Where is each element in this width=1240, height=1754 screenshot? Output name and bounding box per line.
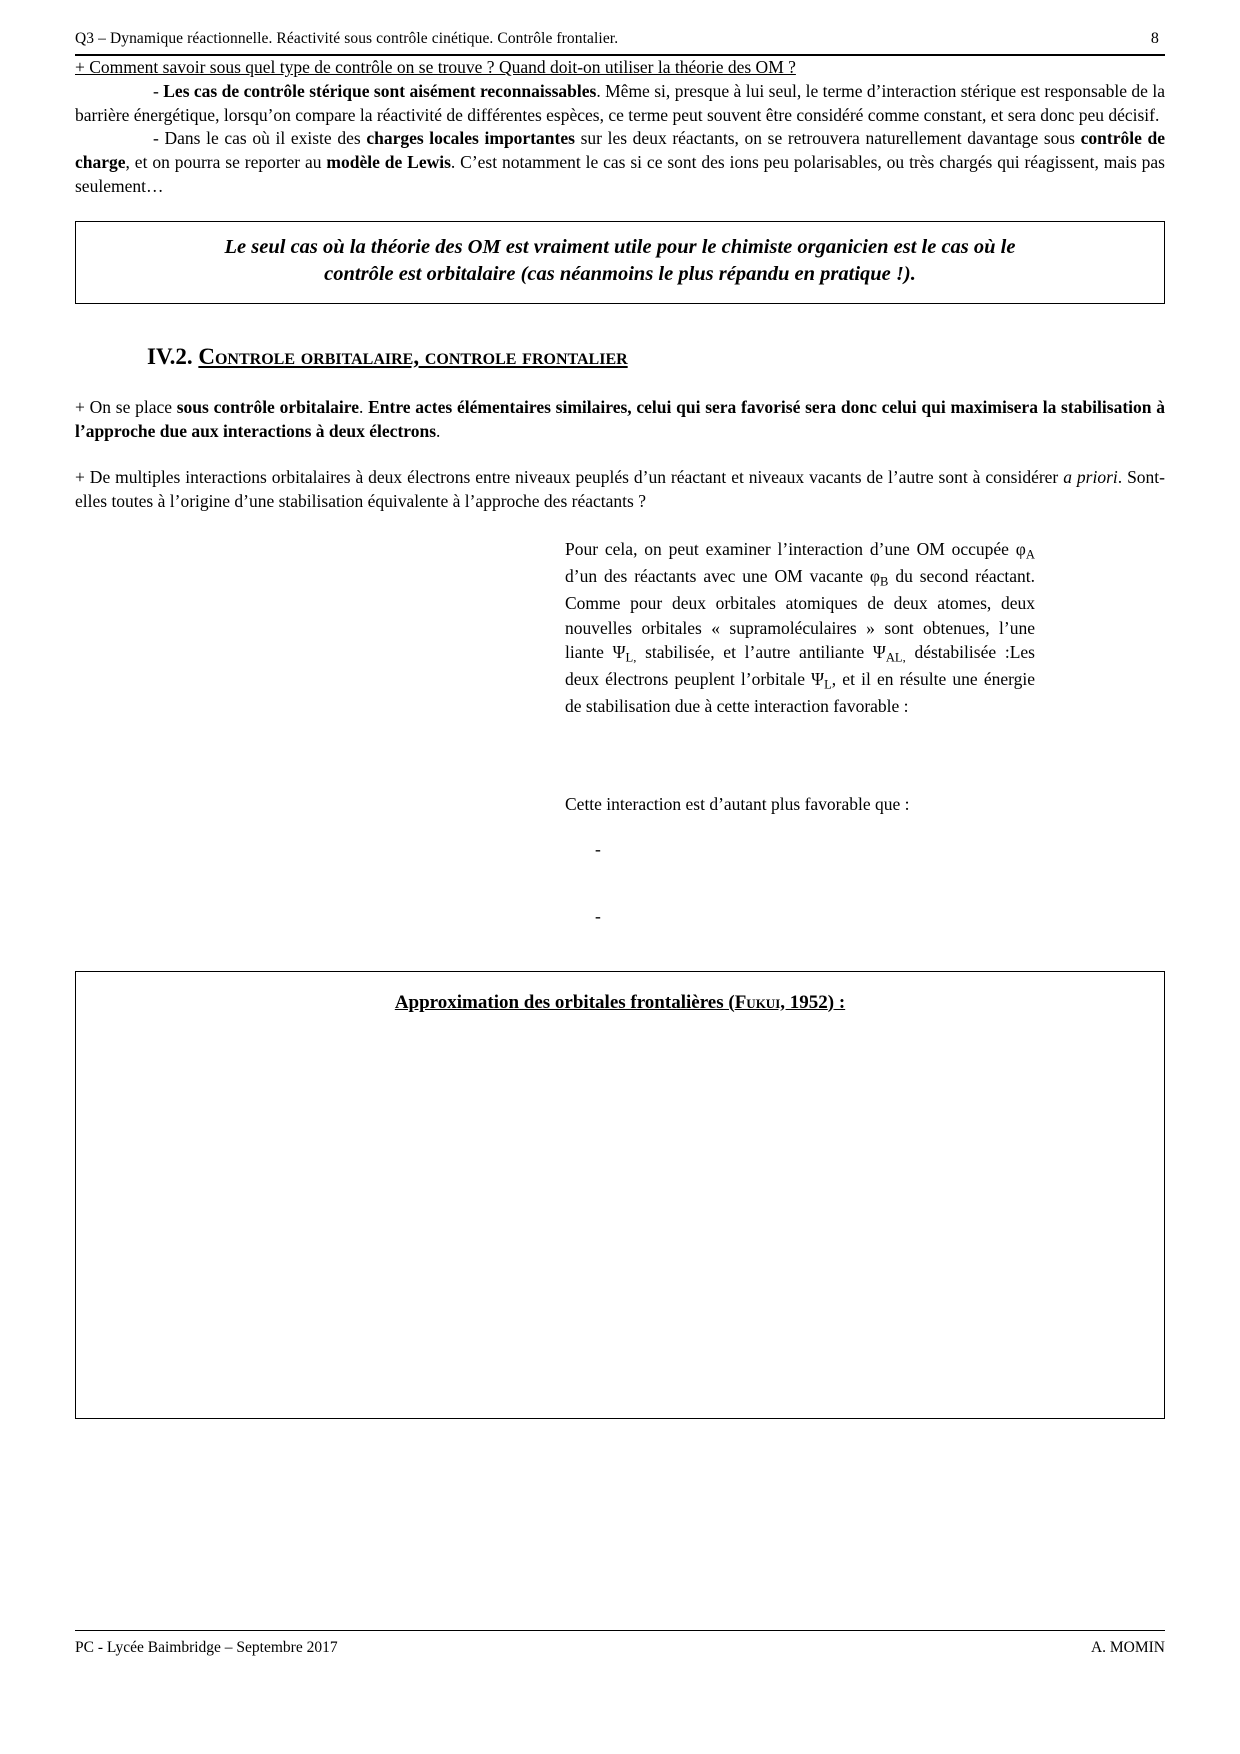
right-p1-subL2: L — [824, 677, 832, 692]
paragraph-orbital-bold-1: sous contrôle orbitalaire — [176, 397, 359, 418]
right-p1-subAL: AL, — [885, 650, 906, 665]
section-number: IV.2. — [147, 344, 193, 370]
right-p1-e: déstabilisée :Les deux électrons peuplent l’orbitale Ψ — [565, 642, 1035, 689]
page-footer — [75, 1630, 1165, 1657]
paragraph-orbital-control — [75, 396, 1165, 444]
page-header — [75, 30, 1165, 48]
right-p1-c: du second réactant. Comme pour deux orbitales atomiques de deux atomes, deux nouvelles orbitales « supramoléculaires » sont obtenues, l’une liante Ψ — [565, 566, 1035, 663]
right-p1-subB: B — [880, 574, 889, 589]
dash-marker-2: - — [153, 128, 159, 149]
figure-caption-end: ) — [827, 991, 835, 1013]
right-p1-subA: A — [1025, 547, 1035, 562]
page-content — [75, 30, 1165, 1419]
footer-row — [75, 1639, 1165, 1657]
footer-left: PC - Lycée Baimbridge – Septembre 2017 — [75, 1639, 338, 1656]
right-p1-a: Pour cela, on peut examiner l’interaction d’une OM occupée φ — [565, 539, 1026, 560]
header-page-number: 8 — [1150, 30, 1159, 47]
figure-caption-author: Fukui, 1952 — [734, 991, 828, 1013]
paragraph-orbital-c: . — [358, 397, 369, 418]
highlight-quote-box — [75, 221, 1165, 304]
right-p1-subL: L, — [625, 650, 637, 665]
right-column-favorable — [565, 792, 1035, 817]
paragraph-multiple-interactions — [75, 466, 1165, 514]
footer-divider — [75, 1630, 1165, 1631]
paragraph-charges-bold-2: contrôle de charge — [75, 128, 1166, 173]
paragraph-charges-c: sur les deux réactants, on se retrouvera naturellement davantage sous — [574, 128, 1081, 149]
paragraph-charges-e: . C’est notamment le cas si ce sont des ions peu polarisables, ou très chargés qui réagissent, mais pas seulement… — [75, 152, 1165, 196]
paragraph-charges-bold-1: charges locales importantes — [366, 128, 575, 149]
footer-right: A. MOMIN — [1090, 1639, 1165, 1656]
question-line-text: + Comment savoir sous quel type de contrôle on se trouve ? Quand doit-on utiliser la théorie des OM ? — [75, 57, 796, 77]
paragraph-orbital-bold-2: Entre actes élémentaires similaires, celui qui sera favorisé sera donc celui qui maximisera la stabilisation à l’approche due aux interactions à deux électrons — [75, 397, 1165, 441]
bullet-item-1 — [565, 839, 1035, 860]
paragraph-orbital-a: + On se place — [75, 397, 177, 418]
paragraph-multiple-italic: a priori — [1063, 466, 1118, 487]
paragraph-steric-bold: Les cas de contrôle stérique sont aisément reconnaissables — [163, 80, 597, 101]
section-title: Controle orbitalaire, controle frontalier — [198, 344, 628, 370]
figure-caption-main: Approximation des orbitales frontalières ( — [394, 991, 735, 1013]
paragraph-charges-a: Dans le cas où il existe des — [164, 128, 367, 149]
paragraph-charges-bold-3: modèle de Lewis — [326, 152, 451, 173]
quote-line-1: Le seul cas où la théorie des OM est vraiment utile pour le chimiste organicien est le cas où le — [224, 235, 1016, 258]
paragraph-orbital-e: . — [436, 420, 441, 441]
question-line — [75, 56, 1165, 80]
right-p1-b: d’un des réactants avec une OM vacante φ — [565, 566, 881, 587]
right-p1-d: stabilisée, et l’autre antiliante Ψ — [636, 642, 886, 663]
bullet-item-2 — [565, 906, 1035, 927]
figure-placeholder-box — [75, 971, 1165, 1419]
paragraph-charges — [75, 127, 1165, 198]
section-heading — [147, 344, 628, 370]
paragraph-steric-rest: . Même si, presque à lui seul, le terme d’interaction stérique est responsable de la barrière énergétique, lorsqu’on compare la réactivité de différentes espèces, ce terme peut souvent être considéré comme constant, et sera donc peu décisif. — [75, 80, 1165, 125]
right-column-explanation — [565, 537, 1035, 718]
figure-caption-colon: : — [834, 991, 846, 1013]
bullet-dash-1: - — [595, 838, 601, 859]
paragraph-multiple-b: . Sont-elles toutes à l’origine d’une stabilisation équivalente à l’approche des réactants ? — [75, 466, 1165, 511]
section-heading-wrap — [75, 304, 1165, 370]
quote-line-2: contrôle est orbitalaire (cas néanmoins le plus répandu en pratique !). — [324, 263, 916, 286]
right-p1-f: , et il en résulte une énergie de stabilisation due à cette interaction favorable : — [565, 668, 1035, 716]
paragraph-charges-d: , et on pourra se reporter au — [125, 152, 327, 173]
paragraph-steric — [75, 80, 1165, 128]
paragraph-multiple-a: + De multiples interactions orbitalaires à deux électrons entre niveaux peuplés d’un réactant et niveaux vacants de l’autre sont à considérer — [75, 466, 1064, 487]
figure-caption — [76, 992, 1164, 1014]
right-p2-text: Cette interaction est d’autant plus favorable que : — [565, 794, 910, 815]
bullet-dash-2: - — [595, 905, 601, 926]
dash-marker-1: - — [153, 80, 159, 101]
header-title: Q3 – Dynamique réactionnelle. Réactivité sous contrôle cinétique. Contrôle frontalier. — [75, 30, 619, 47]
